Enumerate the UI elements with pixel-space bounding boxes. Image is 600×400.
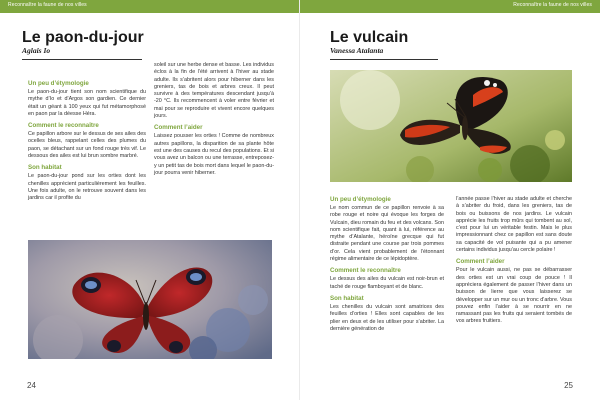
left-latin-name: Aglais Io	[22, 46, 51, 55]
right-recognize-heading: Comment le reconnaître	[330, 267, 401, 275]
peacock-butterfly-photo-icon	[28, 240, 272, 359]
right-header-text: Reconnaître la faune de nos villes	[513, 2, 592, 8]
left-recognize-text: Ce papillon arbore sur le dessus de ses ailes des ocelles bleus, rappelant celles des plumes du paon, se détachant sur un fond rouge très vif. Le dessous des ailes est lui brun sombre marbré.	[28, 131, 146, 160]
right-page-title: Le vulcain	[330, 29, 409, 46]
right-recognize-text: Le dessus des ailes du vulcain est noir-brun et taché de rouge flamboyant et de blanc.	[330, 276, 444, 290]
right-help-heading: Comment l’aider	[456, 258, 505, 266]
left-help-heading: Comment l’aider	[154, 124, 203, 132]
right-title-rule	[330, 59, 438, 60]
left-help-text: Laissez pousser les orties ! Comme de nombreux autres papillons, la disparition de sa plante hôte est une des causes du recul des populations. Et si vous avez un balcon ou une terrasse, entreposez-y un petit tas de bois mort dans lequel le paon-du-jour pourra venir hiberner.	[154, 133, 274, 176]
left-habitat-heading: Son habitat	[28, 164, 62, 172]
left-habitat-text-cont: soleil sur une herbe dense et basse. Les individus éclos à la fin de l’été arrivent à l’hiver au stade adulte. Ils s’abritent alors pour hiberner dans les greniers, tas de bois et arbres creux. Il peut survivre à des températures descendant jusqu’à -20 °C. Ils recommencent à voler entre février et mai pour se reproduire et vivent encore quelques jours.	[154, 62, 274, 120]
left-column-1	[28, 80, 146, 204]
left-page-number: 24	[27, 381, 36, 390]
red-admiral-butterfly-photo-icon	[330, 70, 572, 182]
left-habitat-text: Le paon-du-jour pond sur les orties dont les chenilles apprécient particulièrement les feuilles. Une fois adulte, on le retrouve souvent dans les jardins car il profite du	[28, 173, 146, 202]
right-photo	[330, 70, 572, 182]
right-header-bar	[300, 0, 600, 13]
left-title-rule	[22, 59, 142, 60]
right-etymology-heading: Un peu d’étymologie	[330, 196, 391, 203]
left-etymology-text: Le paon-du-jour tient son nom scientifique du mythe d’Io et d’Argos son gardien. Ce dernier était un géant à 100 yeux qui fut métamorphosé en paon par la déesse Héra.	[28, 89, 146, 117]
left-photo	[28, 240, 272, 359]
right-column-2	[456, 196, 572, 327]
right-column-1	[330, 196, 444, 334]
right-habitat-heading: Son habitat	[330, 294, 364, 302]
left-column-2	[154, 62, 274, 178]
right-habitat-text-cont: l’année passe l’hiver au stade adulte et cherche à s’abriter du froid, dans les greniers, tas de bois ou buissons de nos jardins. Le vulcain apprécie les fruits trop mûrs qui tombent au sol, c’est pour lui un véritable festin. Mais le plus impressionnant chez ce papillon est sans doute sa capacité de vol puisante qui a pu amener certains individus jusqu’au cercle polaire !	[456, 196, 572, 254]
right-help-text: Pour le vulcain aussi, ne pas se débarrasser des orties est un vrai coup de pouce ! Il appréciera également de passer l’hiver dans un buisson de lierre que vous laisserez se développer sur un mur ou un tronc d’arbre. Vous pouvez enfin l’aider à se nourrir en ne ramassant pas les fruits qui seraient tombés de vos arbres fruitiers.	[456, 267, 572, 325]
right-latin-name: Vanessa Atalanta	[330, 46, 384, 55]
left-etymology-heading: Un peu d’étymologie	[28, 80, 89, 87]
right-etymology-text: Le nom commun de ce papillon renvoie à sa robe rouge et noire qui évoque les forges de Vulcain, dieu romain du feu et des volcans. Son nom scientifique fait, quant à lui, référence au mythe d’Atalante, héroïne grecque qui fut distraite pendant une course par trois pommes d’or. Cela vient probablement de l’étonnant régime alimentaire de ce lépidoptère.	[330, 205, 444, 263]
left-page-title: Le paon-du-jour	[22, 29, 144, 46]
right-page-number: 25	[564, 381, 573, 390]
left-header-text: Reconnaître la faune de nos villes	[8, 2, 87, 8]
left-recognize-heading: Comment le reconnaître	[28, 122, 99, 130]
left-header-bar	[0, 0, 300, 13]
right-habitat-text: Les chenilles du vulcain sont amatrices des feuilles d’orties ! Elles sont capables de les plier en deux et de les utiliser pour s’abriter. La dernière génération de	[330, 303, 444, 332]
right-page	[300, 0, 600, 400]
